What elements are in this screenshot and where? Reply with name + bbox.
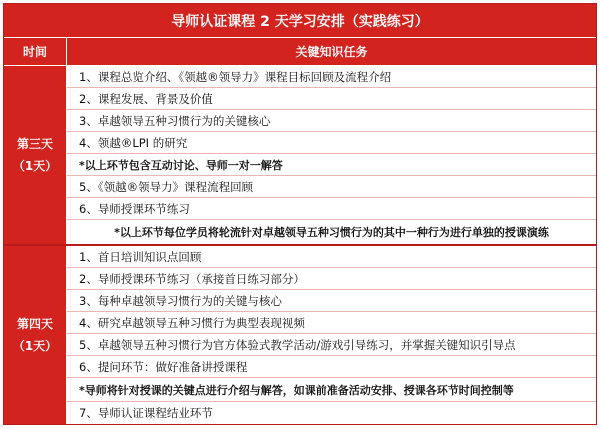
schedule-table	[3, 3, 597, 425]
day4-cell	[4, 246, 67, 424]
header-tasks: 关键知识任务	[295, 45, 368, 59]
list-item: 5、卓越领导五种习惯行为官方体验式教学活动/游戏引导练习，并掌握关键知识引导点	[67, 334, 596, 356]
list-item: 6、提问环节：做好准备讲授课程	[67, 356, 596, 378]
table-title: 导师认证课程 2 天学习安排（实践练习）	[4, 4, 596, 38]
day3-label: 第三天	[16, 137, 53, 151]
list-item: 1、课程总览介绍、《领越®领导力》课程目标回顾及流程介绍	[67, 66, 596, 88]
day4-label: 第四天	[16, 317, 53, 331]
day3-duration: （1天）	[12, 159, 58, 173]
list-item: 7、导师认证课程结业环节	[79, 406, 213, 420]
header-row	[4, 38, 596, 65]
list-item: 4、研究卓越领导五种习惯行为典型表现视频	[67, 312, 596, 334]
list-item: 5、《领越®领导力》课程流程回顾	[67, 176, 596, 198]
list-item: 1、首日培训知识点回顾	[67, 246, 596, 268]
note-item: *导师将针对授课的关键点进行介绍与解答，如课前准备活动安排、授课各环节时间控制等	[67, 378, 596, 402]
list-item: 6、导师授课环节练习	[67, 198, 596, 220]
note-item: *以上环节包含互动讨论、导师一对一解答	[67, 154, 596, 176]
list-item: 2、导师授课环节练习（承接首日练习部分）	[67, 268, 596, 290]
list-item: 4、领越®LPI 的研究	[67, 132, 596, 154]
day3-cell	[4, 66, 67, 244]
header-time: 时间	[4, 38, 67, 65]
list-item: 3、卓越领导五种习惯行为的关键核心	[67, 110, 596, 132]
list-item: 2、课程发展、背景及价值	[67, 88, 596, 110]
note-item: *以上环节每位学员将轮流针对卓越领导五种习惯行为的其中一种行为进行单独的授课演练	[114, 226, 549, 239]
list-item: 3、每种卓越领导习惯行为的关键与核心	[67, 290, 596, 312]
day4-duration: （1天）	[12, 339, 58, 353]
